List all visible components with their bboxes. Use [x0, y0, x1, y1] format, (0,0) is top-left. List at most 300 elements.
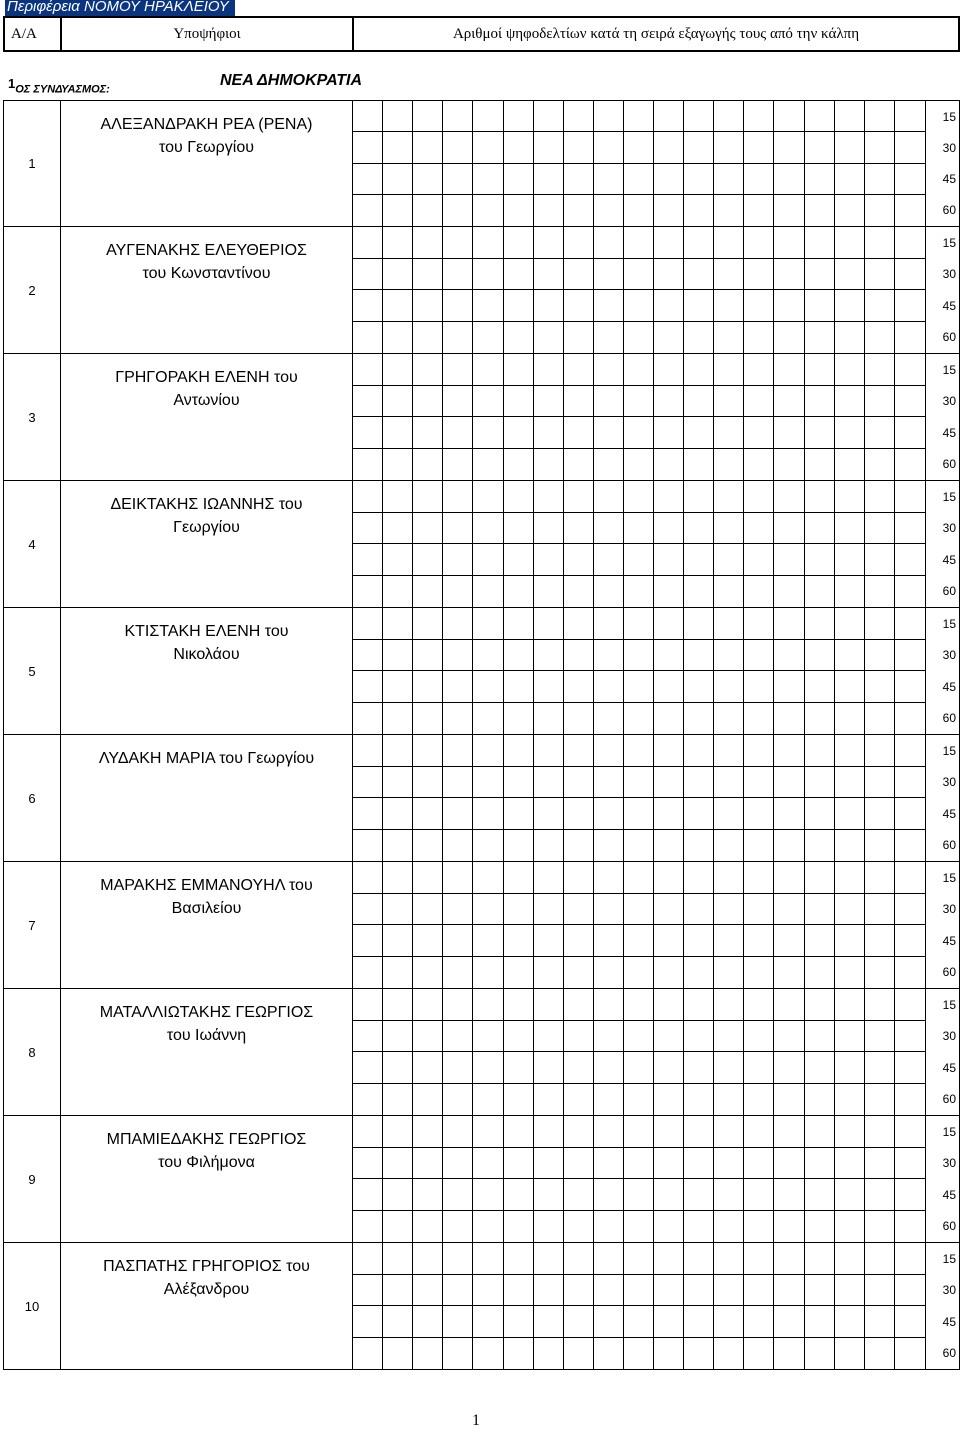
tally-box[interactable] [353, 1084, 383, 1116]
tally-box[interactable] [443, 1084, 473, 1116]
tally-box[interactable] [774, 1179, 804, 1211]
tally-box[interactable] [504, 1275, 534, 1307]
tally-box[interactable] [774, 259, 804, 291]
tally-box[interactable] [353, 101, 383, 132]
tally-box[interactable] [744, 1148, 774, 1180]
tally-box[interactable] [413, 640, 443, 672]
tally-box[interactable] [865, 798, 895, 830]
tally-box[interactable] [805, 767, 835, 799]
tally-box[interactable] [744, 195, 774, 226]
tally-box[interactable] [714, 576, 744, 608]
tally-box[interactable] [714, 544, 744, 576]
tally-box[interactable] [504, 1052, 534, 1084]
tally-box[interactable] [473, 767, 503, 799]
tally-box[interactable] [383, 1306, 413, 1338]
tally-box[interactable] [684, 1052, 714, 1084]
tally-box[interactable] [564, 132, 594, 163]
tally-box[interactable] [744, 862, 774, 894]
tally-box[interactable] [835, 290, 865, 322]
tally-box[interactable] [895, 640, 925, 672]
tally-box[interactable] [594, 1116, 624, 1148]
tally-box[interactable] [714, 798, 744, 830]
tally-box[interactable] [564, 798, 594, 830]
tally-box[interactable] [443, 767, 473, 799]
tally-box[interactable] [654, 671, 684, 703]
tally-box[interactable] [594, 1211, 624, 1243]
tally-box[interactable] [473, 989, 503, 1021]
tally-box[interactable] [564, 1052, 594, 1084]
tally-box[interactable] [534, 735, 564, 767]
tally-box[interactable] [895, 1052, 925, 1084]
tally-box[interactable] [624, 1052, 654, 1084]
tally-box[interactable] [774, 1211, 804, 1243]
tally-box[interactable] [594, 1148, 624, 1180]
tally-box[interactable] [744, 322, 774, 354]
tally-box[interactable] [594, 767, 624, 799]
tally-box[interactable] [774, 1243, 804, 1275]
tally-box[interactable] [684, 544, 714, 576]
tally-box[interactable] [564, 290, 594, 322]
tally-box[interactable] [744, 1021, 774, 1053]
tally-box[interactable] [654, 1116, 684, 1148]
tally-box[interactable] [594, 1338, 624, 1370]
tally-box[interactable] [353, 1338, 383, 1370]
tally-box[interactable] [594, 259, 624, 291]
tally-box[interactable] [865, 735, 895, 767]
tally-box[interactable] [654, 544, 684, 576]
tally-box[interactable] [624, 1021, 654, 1053]
tally-box[interactable] [353, 671, 383, 703]
tally-box[interactable] [353, 322, 383, 354]
tally-box[interactable] [744, 671, 774, 703]
tally-box[interactable] [353, 386, 383, 418]
tally-box[interactable] [895, 767, 925, 799]
tally-box[interactable] [684, 354, 714, 386]
tally-box[interactable] [895, 164, 925, 195]
tally-box[interactable] [714, 894, 744, 926]
tally-box[interactable] [714, 259, 744, 291]
tally-box[interactable] [413, 767, 443, 799]
tally-box[interactable] [383, 1211, 413, 1243]
tally-box[interactable] [473, 259, 503, 291]
tally-box[interactable] [714, 735, 744, 767]
tally-box[interactable] [805, 1275, 835, 1307]
tally-box[interactable] [594, 417, 624, 449]
tally-box[interactable] [383, 195, 413, 226]
tally-box[interactable] [774, 544, 804, 576]
tally-box[interactable] [473, 608, 503, 640]
tally-box[interactable] [624, 640, 654, 672]
tally-box[interactable] [624, 1211, 654, 1243]
tally-box[interactable] [383, 544, 413, 576]
tally-box[interactable] [805, 1148, 835, 1180]
tally-box[interactable] [744, 608, 774, 640]
tally-box[interactable] [714, 132, 744, 163]
tally-box[interactable] [865, 862, 895, 894]
tally-box[interactable] [835, 417, 865, 449]
tally-box[interactable] [895, 290, 925, 322]
tally-box[interactable] [835, 608, 865, 640]
tally-box[interactable] [534, 513, 564, 545]
tally-box[interactable] [714, 386, 744, 418]
tally-box[interactable] [895, 544, 925, 576]
tally-box[interactable] [895, 1275, 925, 1307]
tally-box[interactable] [774, 322, 804, 354]
tally-box[interactable] [805, 481, 835, 513]
tally-box[interactable] [383, 354, 413, 386]
tally-box[interactable] [624, 671, 654, 703]
tally-box[interactable] [504, 1179, 534, 1211]
tally-box[interactable] [564, 1306, 594, 1338]
tally-box[interactable] [534, 417, 564, 449]
tally-box[interactable] [805, 290, 835, 322]
tally-box[interactable] [654, 1243, 684, 1275]
tally-box[interactable] [744, 290, 774, 322]
tally-box[interactable] [473, 640, 503, 672]
tally-box[interactable] [865, 164, 895, 195]
tally-box[interactable] [684, 640, 714, 672]
tally-box[interactable] [413, 195, 443, 226]
tally-box[interactable] [504, 164, 534, 195]
tally-box[interactable] [805, 989, 835, 1021]
tally-box[interactable] [594, 1179, 624, 1211]
tally-box[interactable] [774, 1275, 804, 1307]
tally-box[interactable] [865, 957, 895, 989]
tally-box[interactable] [805, 132, 835, 163]
tally-box[interactable] [654, 830, 684, 862]
tally-box[interactable] [624, 195, 654, 226]
tally-box[interactable] [835, 862, 865, 894]
tally-box[interactable] [534, 101, 564, 132]
tally-box[interactable] [865, 671, 895, 703]
tally-box[interactable] [624, 798, 654, 830]
tally-box[interactable] [805, 1021, 835, 1053]
tally-box[interactable] [413, 862, 443, 894]
tally-box[interactable] [413, 735, 443, 767]
tally-box[interactable] [835, 671, 865, 703]
tally-box[interactable] [624, 703, 654, 735]
tally-box[interactable] [684, 798, 714, 830]
tally-box[interactable] [654, 417, 684, 449]
tally-box[interactable] [805, 513, 835, 545]
tally-box[interactable] [534, 640, 564, 672]
tally-box[interactable] [534, 703, 564, 735]
tally-box[interactable] [624, 576, 654, 608]
tally-box[interactable] [473, 1052, 503, 1084]
tally-box[interactable] [413, 1306, 443, 1338]
tally-box[interactable] [353, 1243, 383, 1275]
tally-box[interactable] [473, 481, 503, 513]
tally-box[interactable] [443, 513, 473, 545]
tally-box[interactable] [624, 925, 654, 957]
tally-box[interactable] [473, 1275, 503, 1307]
tally-box[interactable] [443, 1243, 473, 1275]
tally-box[interactable] [353, 1148, 383, 1180]
tally-box[interactable] [504, 703, 534, 735]
tally-box[interactable] [744, 449, 774, 481]
tally-box[interactable] [714, 703, 744, 735]
tally-box[interactable] [624, 164, 654, 195]
tally-box[interactable] [805, 957, 835, 989]
tally-box[interactable] [684, 1021, 714, 1053]
tally-box[interactable] [534, 354, 564, 386]
tally-box[interactable] [895, 1179, 925, 1211]
tally-box[interactable] [443, 862, 473, 894]
tally-box[interactable] [624, 1306, 654, 1338]
tally-box[interactable] [534, 164, 564, 195]
tally-box[interactable] [744, 989, 774, 1021]
tally-box[interactable] [624, 608, 654, 640]
tally-box[interactable] [654, 640, 684, 672]
tally-box[interactable] [594, 164, 624, 195]
tally-box[interactable] [443, 1116, 473, 1148]
tally-box[interactable] [504, 544, 534, 576]
tally-box[interactable] [564, 640, 594, 672]
tally-box[interactable] [805, 417, 835, 449]
tally-box[interactable] [895, 1243, 925, 1275]
tally-box[interactable] [473, 290, 503, 322]
tally-box[interactable] [594, 322, 624, 354]
tally-box[interactable] [774, 798, 804, 830]
tally-box[interactable] [383, 1021, 413, 1053]
tally-box[interactable] [835, 227, 865, 259]
tally-box[interactable] [835, 1211, 865, 1243]
tally-box[interactable] [383, 703, 413, 735]
tally-box[interactable] [353, 925, 383, 957]
tally-box[interactable] [835, 1148, 865, 1180]
tally-box[interactable] [774, 481, 804, 513]
tally-box[interactable] [654, 164, 684, 195]
tally-box[interactable] [684, 1275, 714, 1307]
tally-box[interactable] [654, 322, 684, 354]
tally-box[interactable] [744, 957, 774, 989]
tally-box[interactable] [684, 227, 714, 259]
tally-box[interactable] [443, 449, 473, 481]
tally-box[interactable] [684, 386, 714, 418]
tally-box[interactable] [353, 1052, 383, 1084]
tally-box[interactable] [564, 735, 594, 767]
tally-box[interactable] [594, 925, 624, 957]
tally-box[interactable] [473, 1084, 503, 1116]
tally-box[interactable] [443, 544, 473, 576]
tally-box[interactable] [624, 1243, 654, 1275]
tally-box[interactable] [534, 1021, 564, 1053]
tally-box[interactable] [353, 1179, 383, 1211]
tally-box[interactable] [353, 703, 383, 735]
tally-box[interactable] [413, 290, 443, 322]
tally-box[interactable] [654, 259, 684, 291]
tally-box[interactable] [413, 1084, 443, 1116]
tally-box[interactable] [443, 703, 473, 735]
tally-box[interactable] [353, 544, 383, 576]
tally-box[interactable] [744, 544, 774, 576]
tally-box[interactable] [353, 354, 383, 386]
tally-box[interactable] [534, 862, 564, 894]
tally-box[interactable] [353, 1275, 383, 1307]
tally-box[interactable] [744, 259, 774, 291]
tally-box[interactable] [744, 1306, 774, 1338]
tally-box[interactable] [624, 481, 654, 513]
tally-box[interactable] [383, 957, 413, 989]
tally-box[interactable] [684, 195, 714, 226]
tally-box[interactable] [684, 449, 714, 481]
tally-box[interactable] [895, 386, 925, 418]
tally-box[interactable] [594, 354, 624, 386]
tally-box[interactable] [504, 132, 534, 163]
tally-box[interactable] [895, 449, 925, 481]
tally-box[interactable] [534, 481, 564, 513]
tally-box[interactable] [774, 862, 804, 894]
tally-box[interactable] [564, 195, 594, 226]
tally-box[interactable] [714, 1084, 744, 1116]
tally-box[interactable] [865, 132, 895, 163]
tally-box[interactable] [473, 1021, 503, 1053]
tally-box[interactable] [473, 798, 503, 830]
tally-box[interactable] [865, 227, 895, 259]
tally-box[interactable] [383, 132, 413, 163]
tally-box[interactable] [383, 1116, 413, 1148]
tally-box[interactable] [744, 1116, 774, 1148]
tally-box[interactable] [383, 1243, 413, 1275]
tally-box[interactable] [504, 1211, 534, 1243]
tally-box[interactable] [413, 1211, 443, 1243]
tally-box[interactable] [594, 132, 624, 163]
tally-box[interactable] [744, 576, 774, 608]
tally-box[interactable] [473, 417, 503, 449]
tally-box[interactable] [443, 417, 473, 449]
tally-box[interactable] [684, 290, 714, 322]
tally-box[interactable] [353, 1306, 383, 1338]
tally-box[interactable] [534, 1211, 564, 1243]
tally-box[interactable] [714, 1148, 744, 1180]
tally-box[interactable] [744, 735, 774, 767]
tally-box[interactable] [835, 894, 865, 926]
tally-box[interactable] [624, 989, 654, 1021]
tally-box[interactable] [534, 1148, 564, 1180]
tally-box[interactable] [383, 894, 413, 926]
tally-box[interactable] [504, 798, 534, 830]
tally-box[interactable] [895, 1211, 925, 1243]
tally-box[interactable] [805, 544, 835, 576]
tally-box[interactable] [564, 1021, 594, 1053]
tally-box[interactable] [744, 1179, 774, 1211]
tally-box[interactable] [353, 259, 383, 291]
tally-box[interactable] [805, 735, 835, 767]
tally-box[interactable] [504, 1306, 534, 1338]
tally-box[interactable] [774, 227, 804, 259]
tally-box[interactable] [684, 703, 714, 735]
tally-box[interactable] [383, 1084, 413, 1116]
tally-box[interactable] [654, 481, 684, 513]
tally-box[interactable] [624, 354, 654, 386]
tally-box[interactable] [383, 576, 413, 608]
tally-box[interactable] [443, 195, 473, 226]
tally-box[interactable] [353, 132, 383, 163]
tally-box[interactable] [835, 481, 865, 513]
tally-box[interactable] [805, 1084, 835, 1116]
tally-box[interactable] [865, 1179, 895, 1211]
tally-box[interactable] [564, 925, 594, 957]
tally-box[interactable] [504, 862, 534, 894]
tally-box[interactable] [413, 671, 443, 703]
tally-box[interactable] [473, 386, 503, 418]
tally-box[interactable] [383, 513, 413, 545]
tally-box[interactable] [774, 449, 804, 481]
tally-box[interactable] [714, 195, 744, 226]
tally-box[interactable] [473, 1148, 503, 1180]
tally-box[interactable] [805, 862, 835, 894]
tally-box[interactable] [564, 449, 594, 481]
tally-box[interactable] [534, 227, 564, 259]
tally-box[interactable] [413, 703, 443, 735]
tally-box[interactable] [805, 322, 835, 354]
tally-box[interactable] [654, 798, 684, 830]
tally-box[interactable] [654, 862, 684, 894]
tally-box[interactable] [865, 1052, 895, 1084]
tally-box[interactable] [353, 195, 383, 226]
tally-box[interactable] [443, 1021, 473, 1053]
tally-box[interactable] [383, 1052, 413, 1084]
tally-box[interactable] [835, 1243, 865, 1275]
tally-box[interactable] [835, 101, 865, 132]
tally-box[interactable] [443, 925, 473, 957]
tally-box[interactable] [714, 513, 744, 545]
tally-box[interactable] [774, 1306, 804, 1338]
tally-box[interactable] [684, 925, 714, 957]
tally-box[interactable] [895, 132, 925, 163]
tally-box[interactable] [684, 1084, 714, 1116]
tally-box[interactable] [624, 322, 654, 354]
tally-box[interactable] [774, 957, 804, 989]
tally-box[interactable] [594, 703, 624, 735]
tally-box[interactable] [895, 957, 925, 989]
tally-box[interactable] [835, 513, 865, 545]
tally-box[interactable] [594, 1021, 624, 1053]
tally-box[interactable] [443, 957, 473, 989]
tally-box[interactable] [504, 671, 534, 703]
tally-box[interactable] [835, 735, 865, 767]
tally-box[interactable] [413, 1148, 443, 1180]
tally-box[interactable] [564, 544, 594, 576]
tally-box[interactable] [774, 386, 804, 418]
tally-box[interactable] [865, 1243, 895, 1275]
tally-box[interactable] [594, 735, 624, 767]
tally-box[interactable] [714, 227, 744, 259]
tally-box[interactable] [895, 195, 925, 226]
tally-box[interactable] [805, 1306, 835, 1338]
tally-box[interactable] [353, 608, 383, 640]
tally-box[interactable] [383, 1148, 413, 1180]
tally-box[interactable] [504, 354, 534, 386]
tally-box[interactable] [654, 1021, 684, 1053]
tally-box[interactable] [473, 735, 503, 767]
tally-box[interactable] [774, 1084, 804, 1116]
tally-box[interactable] [383, 227, 413, 259]
tally-box[interactable] [805, 1052, 835, 1084]
tally-box[interactable] [895, 576, 925, 608]
tally-box[interactable] [865, 1275, 895, 1307]
tally-box[interactable] [865, 1116, 895, 1148]
tally-box[interactable] [504, 195, 534, 226]
tally-box[interactable] [835, 798, 865, 830]
tally-box[interactable] [624, 132, 654, 163]
tally-box[interactable] [594, 481, 624, 513]
tally-box[interactable] [774, 767, 804, 799]
tally-box[interactable] [895, 1021, 925, 1053]
tally-box[interactable] [654, 735, 684, 767]
tally-box[interactable] [654, 1084, 684, 1116]
tally-box[interactable] [443, 608, 473, 640]
